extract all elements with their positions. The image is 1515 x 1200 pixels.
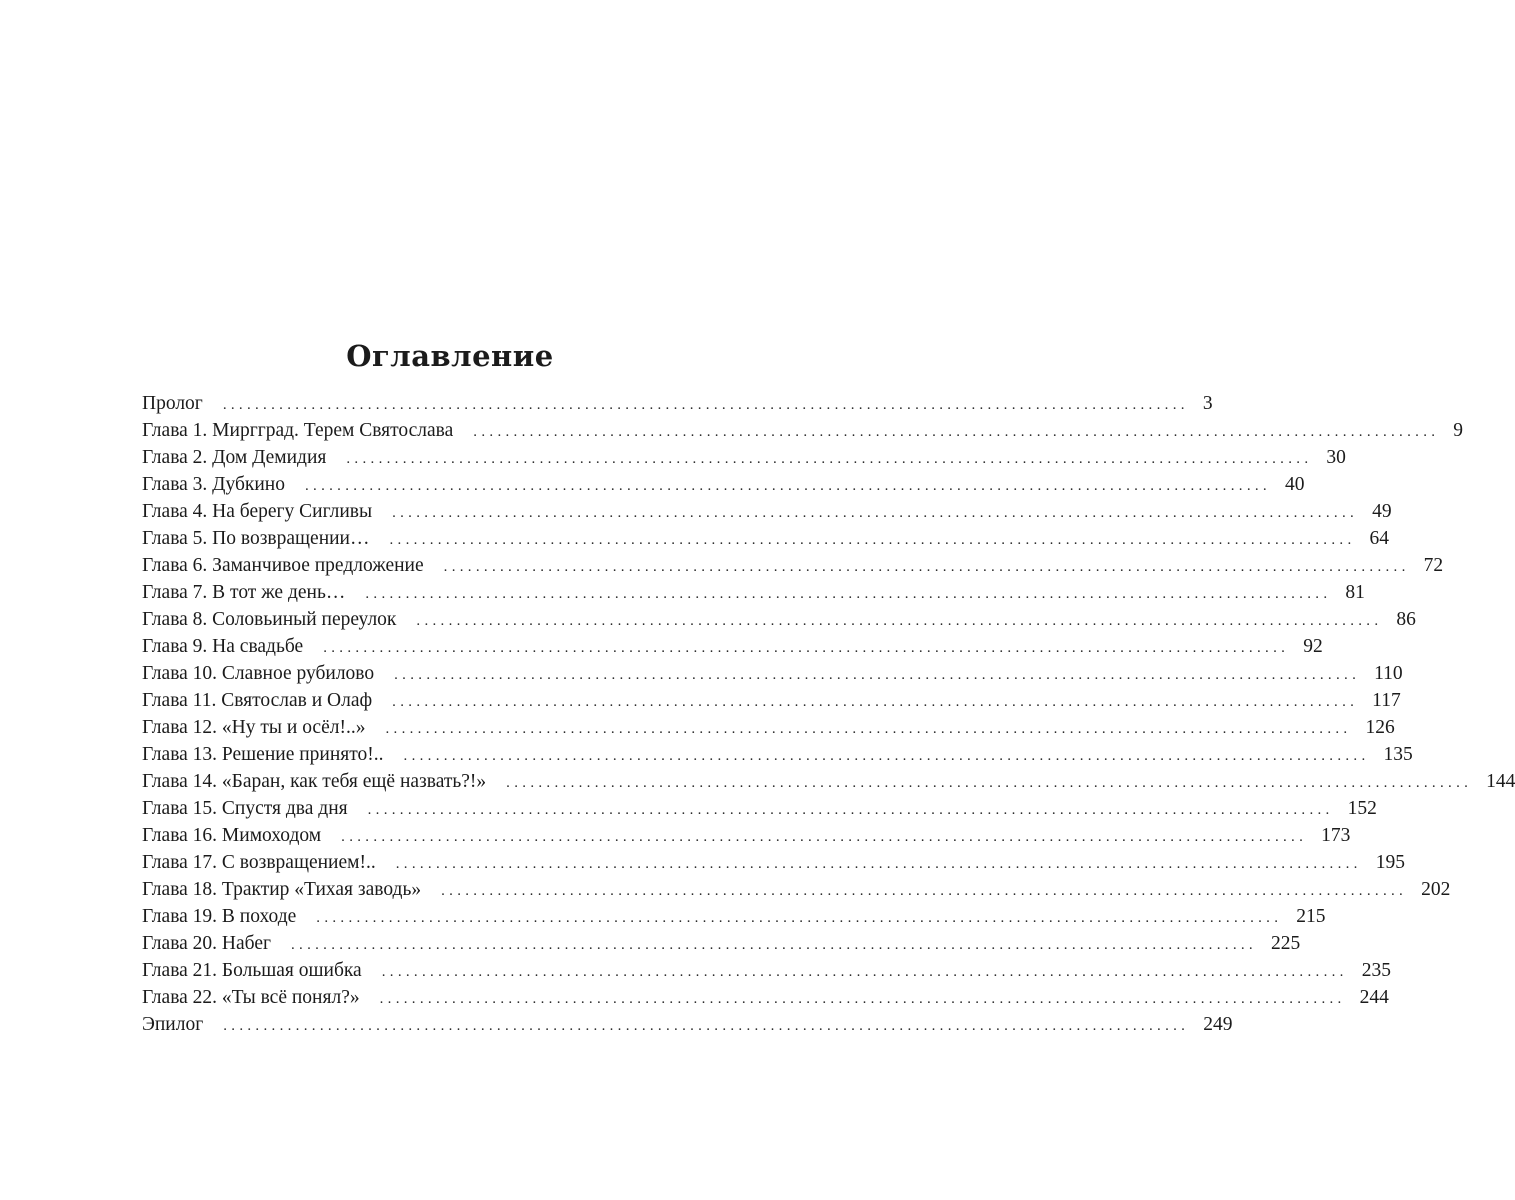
toc-entry (142, 822, 1351, 849)
dot-leader: ........................................................................................................................ (506, 775, 1473, 791)
toc-entry-label: Глава 6. Заманчивое предложение (142, 555, 424, 576)
dot-leader: ........................................................................................................................ (473, 424, 1440, 440)
dot-leader: ........................................................................................................................ (323, 640, 1290, 656)
toc-entry-label: Глава 14. «Баран, как тебя ещё назвать?!» (142, 771, 487, 792)
toc-entry-label: Глава 11. Святослав и Олаф (142, 690, 373, 711)
toc-entry-label: Глава 3. Дубкино (142, 474, 285, 495)
toc-entry-page-number: 92 (1303, 636, 1323, 657)
toc-entry (142, 498, 1392, 525)
toc-entry-page-number: 195 (1375, 852, 1405, 873)
toc-entry (142, 552, 1444, 579)
toc-entry (142, 606, 1416, 633)
toc-entry (142, 660, 1403, 687)
dot-leader: ........................................................................................................................ (443, 559, 1410, 575)
toc-entry (142, 444, 1346, 471)
toc-entry-page-number: 235 (1361, 960, 1391, 981)
toc-entry (142, 687, 1401, 714)
toc-entry (142, 1011, 1233, 1038)
toc-entry-page-number: 173 (1321, 825, 1351, 846)
toc-entry (142, 930, 1301, 957)
dot-leader: ........................................................................................................................ (379, 991, 1346, 1007)
toc-entry (142, 525, 1389, 552)
toc-entry-page-number: 117 (1372, 690, 1401, 711)
toc-entry-label: Глава 15. Спустя два дня (142, 798, 348, 819)
toc-entry-page-number: 126 (1365, 717, 1395, 738)
toc-entry (142, 579, 1365, 606)
dot-leader: ........................................................................................................................ (441, 883, 1408, 899)
dot-leader: ........................................................................................................................ (367, 802, 1334, 818)
toc-entry (142, 876, 1451, 903)
toc-entry (142, 903, 1326, 930)
toc-entry (142, 849, 1405, 876)
toc-entry-page-number: 72 (1423, 555, 1444, 576)
dot-leader: ........................................................................................................................ (416, 613, 1383, 629)
toc-entry (142, 768, 1515, 795)
dot-leader: ........................................................................................................................ (346, 451, 1313, 467)
dot-leader: ........................................................................................................................ (223, 1018, 1190, 1034)
toc-entry-page-number: 110 (1374, 663, 1403, 684)
toc-entry-label: Глава 9. На свадьбе (142, 636, 304, 657)
toc-entry-page-number: 215 (1296, 906, 1326, 927)
toc-entry-page-number: 40 (1284, 474, 1305, 495)
toc-entry-page-number: 152 (1347, 798, 1377, 819)
toc-entry-page-number: 49 (1372, 501, 1392, 522)
toc-entry (142, 417, 1464, 444)
toc-entry-label: Глава 8. Соловьиный переулок (142, 609, 397, 630)
toc-entry-label: Глава 4. На берегу Сигливы (142, 501, 373, 522)
toc-entry-label: Глава 5. По возвращении… (142, 528, 370, 549)
toc-entry-label: Глава 2. Дом Демидия (142, 447, 327, 468)
toc-entry-label: Глава 21. Большая ошибка (142, 960, 362, 981)
dot-leader: ........................................................................................................................ (304, 478, 1271, 494)
dot-leader: ........................................................................................................................ (316, 910, 1283, 926)
toc-entry-page-number: 249 (1203, 1014, 1233, 1035)
toc-entry-page-number: 202 (1421, 879, 1451, 900)
toc-entry-page-number: 64 (1369, 528, 1389, 549)
toc-entry-label: Глава 13. Решение принято!.. (142, 744, 384, 765)
toc-entry-page-number: 225 (1270, 933, 1301, 954)
dot-leader: ........................................................................................................................ (341, 829, 1308, 845)
toc-entry-label: Глава 12. «Ну ты и осёл!..» (142, 717, 366, 738)
toc-entry (142, 633, 1323, 660)
toc-entry-label: Глава 16. Мимоходом (142, 825, 322, 846)
toc-entry-label: Глава 1. Миргград. Терем Святослава (142, 420, 454, 441)
toc-entry-page-number: 135 (1383, 744, 1413, 765)
dot-leader: ........................................................................................................................ (395, 856, 1362, 872)
dot-leader: ........................................................................................................................ (365, 586, 1332, 602)
toc-entry (142, 795, 1377, 822)
toc-entry-label: Глава 10. Славное рубилово (142, 663, 375, 684)
toc-entry (142, 984, 1389, 1011)
toc-entry-label: Глава 19. В походе (142, 906, 297, 927)
toc-entry-label: Глава 22. «Ты всё понял?» (142, 987, 360, 1008)
toc-entry-label: Глава 17. С возвращением!.. (142, 852, 376, 873)
toc-entry-label: Эпилог (142, 1014, 204, 1035)
toc-entry-page-number: 144 (1486, 771, 1515, 792)
toc-entry-label: Глава 18. Трактир «Тихая заводь» (142, 879, 422, 900)
table-of-contents (142, 390, 1515, 1038)
toc-entry-page-number: 9 (1453, 420, 1464, 441)
toc-entry-page-number: 86 (1396, 609, 1416, 630)
dot-leader: ........................................................................................................................ (403, 748, 1370, 764)
dot-leader: ........................................................................................................................ (381, 964, 1348, 980)
toc-entry (142, 741, 1413, 768)
toc-entry-page-number: 244 (1359, 987, 1389, 1008)
dot-leader: ........................................................................................................................ (394, 667, 1361, 683)
dot-leader: ........................................................................................................................ (392, 694, 1359, 710)
toc-entry (142, 390, 1213, 417)
dot-leader: ........................................................................................................................ (222, 397, 1189, 413)
toc-entry (142, 471, 1305, 498)
dot-leader: ........................................................................................................................ (290, 937, 1257, 953)
toc-entry (142, 957, 1391, 984)
toc-entry-label: Пролог (142, 393, 203, 414)
toc-entry-label: Глава 7. В тот же день… (142, 582, 346, 603)
dot-leader: ........................................................................................................................ (385, 721, 1352, 737)
toc-entry (142, 714, 1395, 741)
toc-entry-page-number: 3 (1202, 393, 1213, 414)
toc-entry-label: Глава 20. Набег (142, 933, 271, 954)
dot-leader: ........................................................................................................................ (392, 505, 1359, 521)
dot-leader: ........................................................................................................................ (389, 532, 1356, 548)
page-title: Оглавление (346, 339, 554, 373)
toc-entry-page-number: 30 (1326, 447, 1346, 468)
toc-entry-page-number: 81 (1345, 582, 1365, 603)
